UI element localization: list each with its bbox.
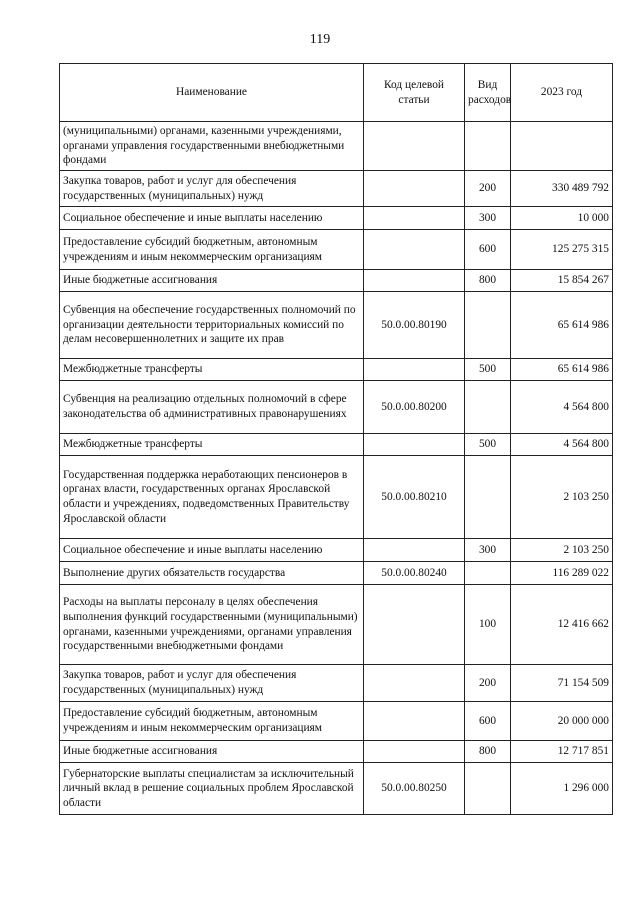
row-code bbox=[364, 585, 465, 665]
row-code bbox=[364, 122, 465, 171]
row-type: 600 bbox=[465, 230, 511, 270]
row-type: 500 bbox=[465, 434, 511, 456]
row-code: 50.0.00.80250 bbox=[364, 763, 465, 815]
header-code: Код целевой статьи bbox=[364, 64, 465, 122]
row-name: Иные бюджетные ассигнования bbox=[60, 270, 364, 292]
row-amount: 65 614 986 bbox=[511, 292, 613, 359]
row-amount: 4 564 800 bbox=[511, 381, 613, 434]
table-row bbox=[60, 381, 613, 434]
table-row bbox=[60, 665, 613, 702]
row-code bbox=[364, 665, 465, 702]
header-type: Вид расходов bbox=[465, 64, 511, 122]
row-code bbox=[364, 171, 465, 207]
table-row bbox=[60, 207, 613, 230]
row-amount: 125 275 315 bbox=[511, 230, 613, 270]
row-type: 800 bbox=[465, 270, 511, 292]
row-code bbox=[364, 230, 465, 270]
row-name: Социальное обеспечение и иные выплаты населению bbox=[60, 539, 364, 562]
row-amount: 10 000 bbox=[511, 207, 613, 230]
row-type bbox=[465, 562, 511, 585]
row-name: Межбюджетные трансферты bbox=[60, 434, 364, 456]
row-amount: 12 717 851 bbox=[511, 741, 613, 763]
row-code: 50.0.00.80190 bbox=[364, 292, 465, 359]
row-amount: 2 103 250 bbox=[511, 539, 613, 562]
table-row bbox=[60, 359, 613, 381]
table-row bbox=[60, 171, 613, 207]
row-amount: 116 289 022 bbox=[511, 562, 613, 585]
row-type bbox=[465, 381, 511, 434]
row-type: 500 bbox=[465, 359, 511, 381]
row-name: Расходы на выплаты персоналу в целях обеспечения выполнения функций государственными (муниципальными) органами, казенными учреждениями, органами управления государственными внебюджетными фондами bbox=[60, 585, 364, 665]
row-amount: 15 854 267 bbox=[511, 270, 613, 292]
row-code bbox=[364, 270, 465, 292]
row-type: 200 bbox=[465, 171, 511, 207]
row-amount bbox=[511, 122, 613, 171]
row-name: Выполнение других обязательств государства bbox=[60, 562, 364, 585]
row-type: 300 bbox=[465, 207, 511, 230]
header-amount: 2023 год bbox=[511, 64, 613, 122]
table-row bbox=[60, 434, 613, 456]
row-name: Межбюджетные трансферты bbox=[60, 359, 364, 381]
row-name: Социальное обеспечение и иные выплаты населению bbox=[60, 207, 364, 230]
table-row bbox=[60, 456, 613, 539]
row-code bbox=[364, 359, 465, 381]
row-amount: 1 296 000 bbox=[511, 763, 613, 815]
row-code bbox=[364, 539, 465, 562]
row-type bbox=[465, 292, 511, 359]
table-row bbox=[60, 539, 613, 562]
table-header-row bbox=[60, 64, 613, 122]
row-name: Предоставление субсидий бюджетным, автономным учреждениям и иным некоммерческим организациям bbox=[60, 230, 364, 270]
row-type bbox=[465, 456, 511, 539]
row-type: 200 bbox=[465, 665, 511, 702]
row-type: 300 bbox=[465, 539, 511, 562]
row-name: Закупка товаров, работ и услуг для обеспечения государственных (муниципальных) нужд bbox=[60, 665, 364, 702]
table-row bbox=[60, 270, 613, 292]
row-name: Субвенция на реализацию отдельных полномочий в сфере законодательства об административных правонарушениях bbox=[60, 381, 364, 434]
header-name: Наименование bbox=[60, 64, 364, 122]
table-row bbox=[60, 292, 613, 359]
table-row bbox=[60, 702, 613, 741]
table-row bbox=[60, 585, 613, 665]
row-name: Субвенция на обеспечение государственных полномочий по организации деятельности территориальных комиссий по делам несовершеннолетних и защите их прав bbox=[60, 292, 364, 359]
row-amount: 4 564 800 bbox=[511, 434, 613, 456]
row-name: Предоставление субсидий бюджетным, автономным учреждениям и иным некоммерческим организациям bbox=[60, 702, 364, 741]
row-amount: 71 154 509 bbox=[511, 665, 613, 702]
row-code: 50.0.00.80210 bbox=[364, 456, 465, 539]
row-amount: 20 000 000 bbox=[511, 702, 613, 741]
row-code: 50.0.00.80200 bbox=[364, 381, 465, 434]
table-row bbox=[60, 763, 613, 815]
row-type bbox=[465, 763, 511, 815]
row-name: Иные бюджетные ассигнования bbox=[60, 741, 364, 763]
table-row bbox=[60, 741, 613, 763]
row-type bbox=[465, 122, 511, 171]
row-code bbox=[364, 434, 465, 456]
row-type: 600 bbox=[465, 702, 511, 741]
page-number: 119 bbox=[309, 32, 331, 47]
table-row bbox=[60, 122, 613, 171]
row-name: Государственная поддержка неработающих пенсионеров в органах власти, государственных органах Ярославской области и учреждениях, подведомственных Правительству Ярославской области bbox=[60, 456, 364, 539]
row-code bbox=[364, 741, 465, 763]
row-amount: 330 489 792 bbox=[511, 171, 613, 207]
row-name: Закупка товаров, работ и услуг для обеспечения государственных (муниципальных) нужд bbox=[60, 171, 364, 207]
row-code bbox=[364, 207, 465, 230]
row-code: 50.0.00.80240 bbox=[364, 562, 465, 585]
row-amount: 2 103 250 bbox=[511, 456, 613, 539]
row-name: Губернаторские выплаты специалистам за исключительный личный вклад в решение социальных проблем Ярославской области bbox=[60, 763, 364, 815]
row-type: 800 bbox=[465, 741, 511, 763]
table-row bbox=[60, 562, 613, 585]
row-name: (муниципальными) органами, казенными учреждениями, органами управления государственными внебюджетными фондами bbox=[60, 122, 364, 171]
table-body bbox=[60, 122, 613, 815]
row-code bbox=[364, 702, 465, 741]
table-row bbox=[60, 230, 613, 270]
budget-table bbox=[59, 63, 613, 815]
row-amount: 65 614 986 bbox=[511, 359, 613, 381]
row-type: 100 bbox=[465, 585, 511, 665]
row-amount: 12 416 662 bbox=[511, 585, 613, 665]
